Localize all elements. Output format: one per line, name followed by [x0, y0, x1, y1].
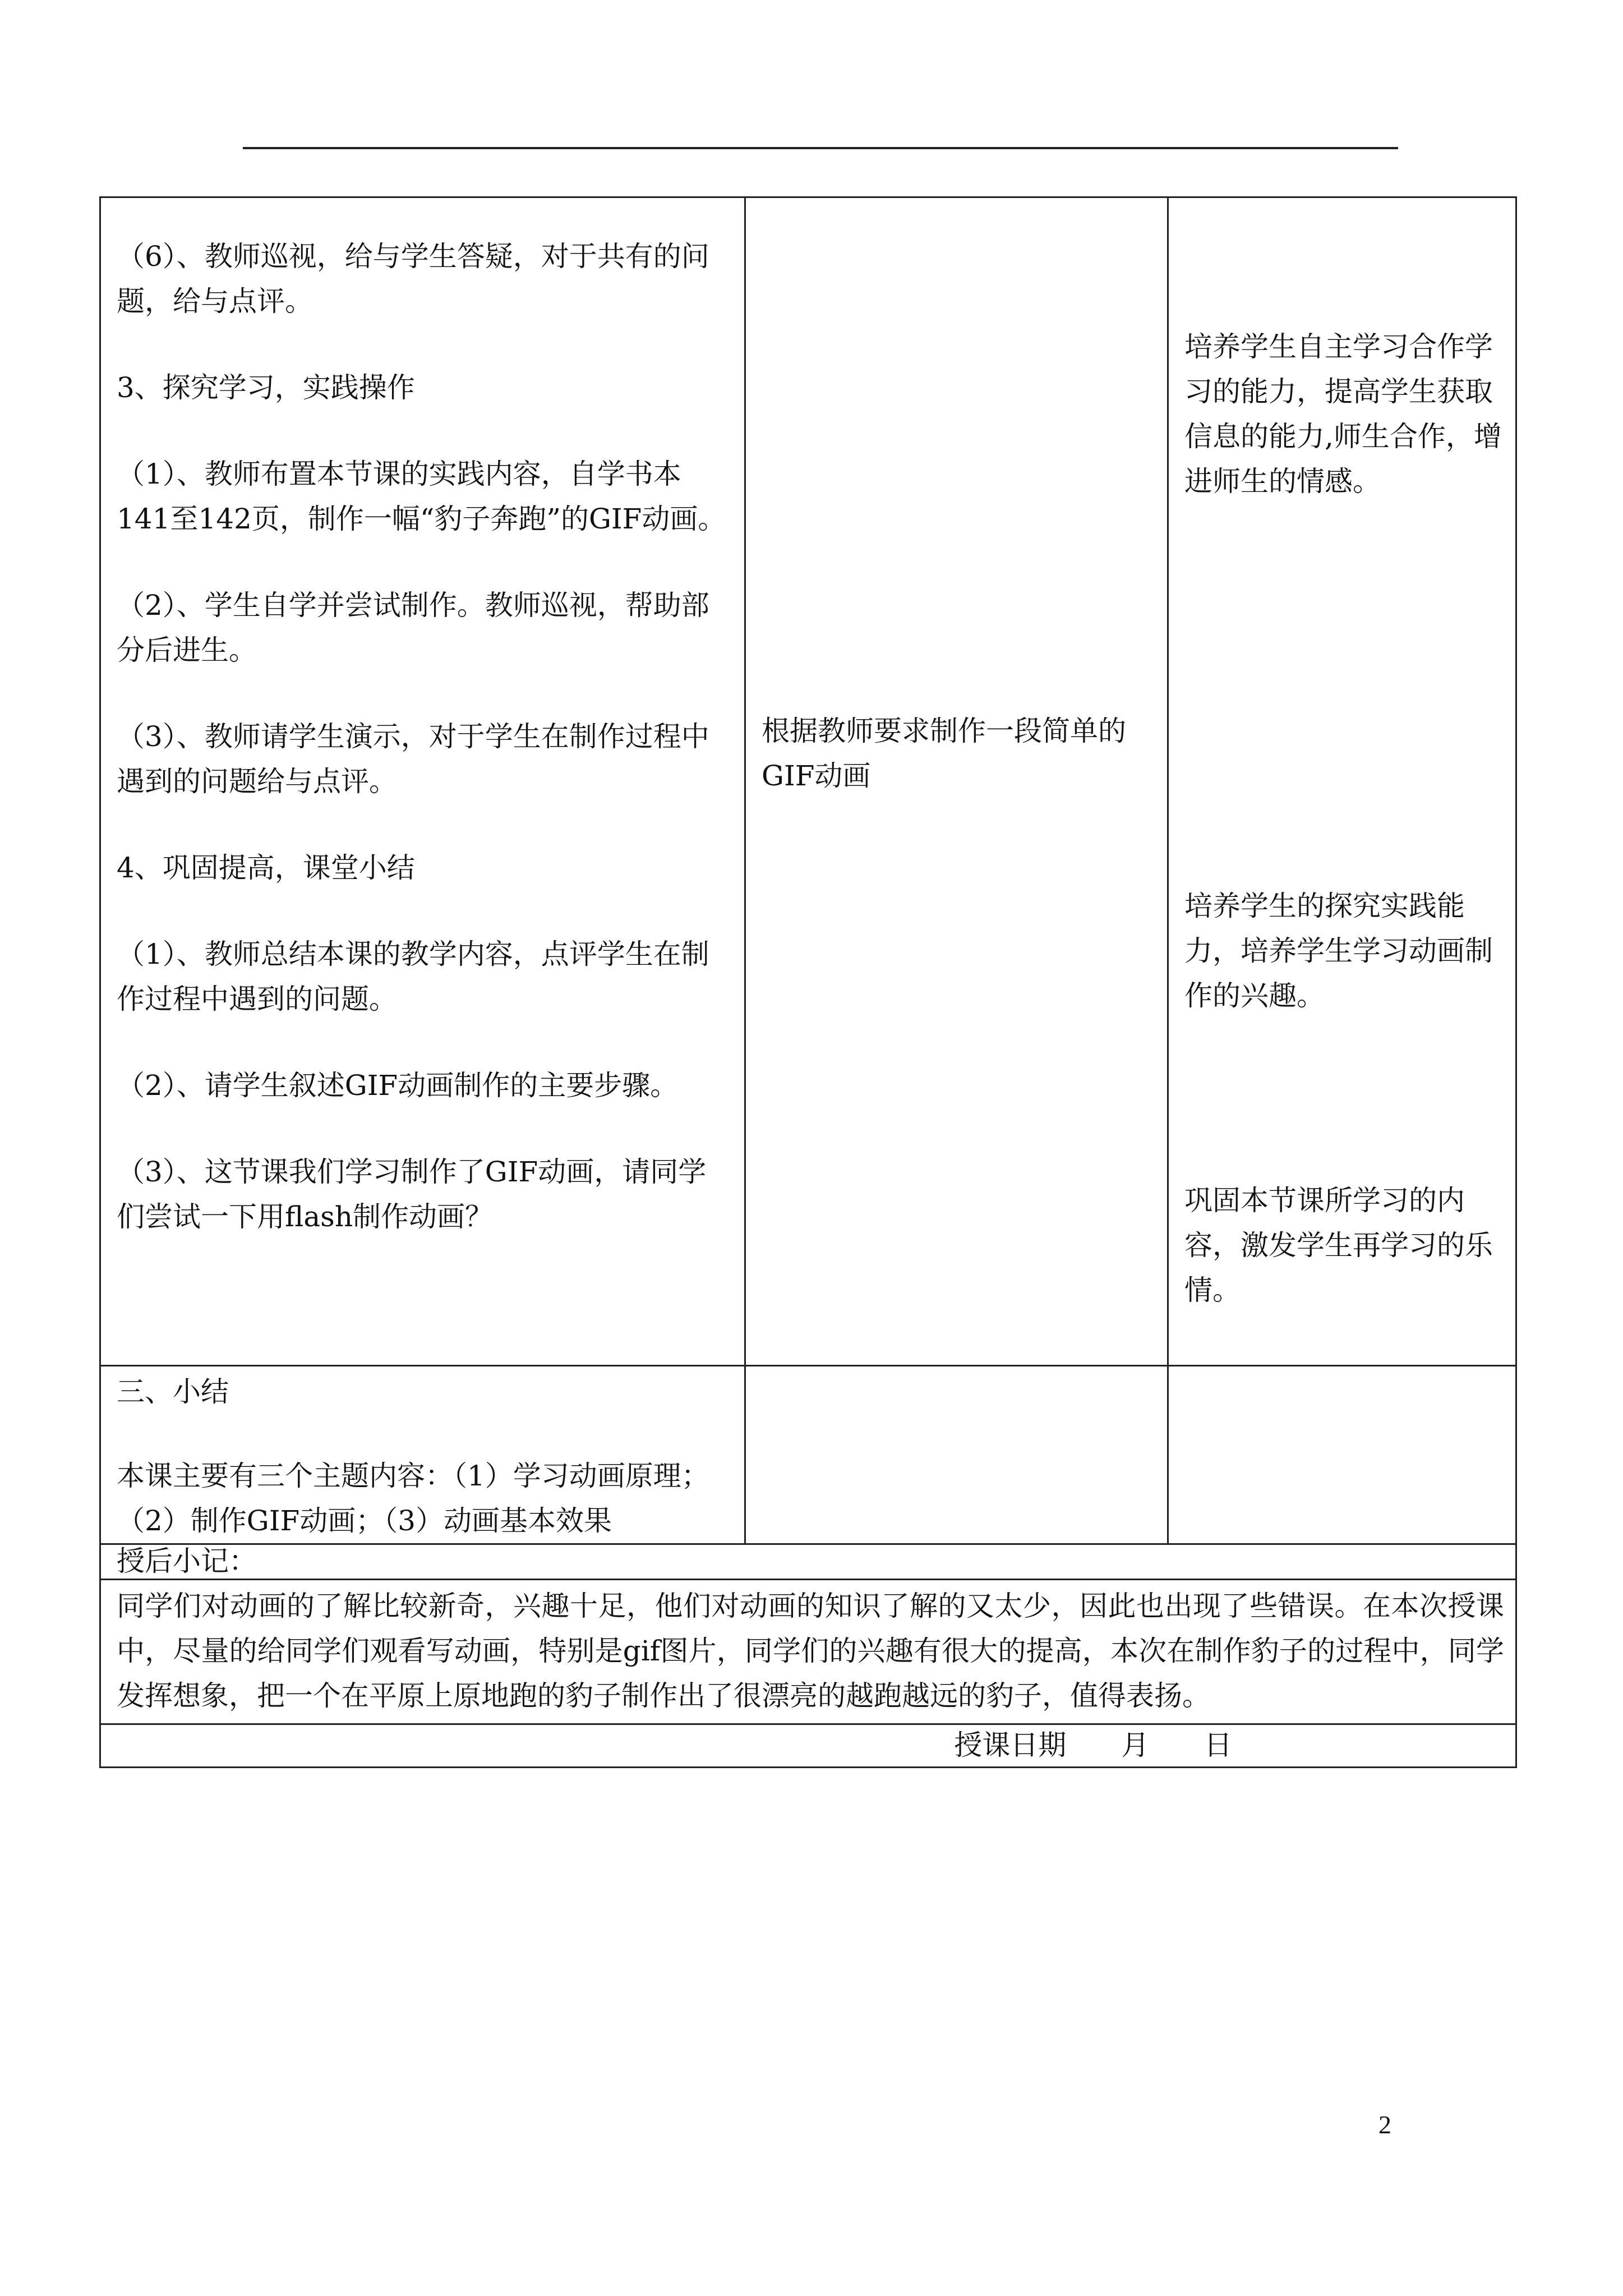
- notes-row: [100, 1580, 1516, 1724]
- summary-cell: [100, 1366, 745, 1544]
- paragraph: （1）、教师布置本节课的实践内容，自学书本141至142页，制作一幅“豹子奔跑”的GIF动画。: [117, 458, 726, 535]
- student-activity-text: 根据教师要求制作一段简单的GIF动画: [762, 715, 1126, 792]
- date-cell: [100, 1724, 1516, 1768]
- paragraph: （2）、学生自学并尝试制作。教师巡视，帮助部分后进生。: [117, 589, 709, 666]
- summary-row: [100, 1366, 1516, 1544]
- student-activity-cell: [745, 197, 1168, 1366]
- teaching-process-row: [100, 197, 1516, 1366]
- paragraph: （6）、教师巡视，给与学生答疑，对于共有的问题，给与点评。: [117, 240, 709, 318]
- date-label: 授课日期: [954, 1729, 1067, 1761]
- notes-cell: [100, 1580, 1516, 1724]
- paragraph: （2）、请学生叙述GIF动画制作的主要步骤。: [117, 1069, 679, 1102]
- paragraph: （3）、教师请学生演示，对于学生在制作过程中遇到的问题给与点评。: [117, 720, 709, 798]
- section-heading: 4、巩固提高，课堂小结: [117, 852, 415, 884]
- date-row: [100, 1724, 1516, 1768]
- notes-title: 授后小记：: [117, 1545, 257, 1577]
- date-month: 月: [1121, 1729, 1150, 1761]
- design-intent-cell: [1168, 197, 1516, 1366]
- notes-title-cell: [100, 1544, 1516, 1580]
- teacher-activity-cell: [100, 197, 745, 1366]
- design-intent-text: 培养学生的探究实践能力，培养学生学习动画制作的兴趣。: [1184, 890, 1493, 1012]
- notes-content: 同学们对动画的了解比较新奇，兴趣十足，他们对动画的知识了解的又太少，因此也出现了些错误。在本次授课中，尽量的给同学们观看写动画，特别是gif图片，同学们的兴趣有很大的提高，本次在制作豹子的过程中，同学发挥想象，把一个在平原上原地跑的豹子制作出了很漂亮的越跑越远的豹子，值得表扬。: [117, 1590, 1504, 1712]
- design-intent-text: 培养学生自主学习合作学习的能力，提高学生获取信息的能力,师生合作，增进师生的情感。: [1184, 330, 1502, 498]
- design-intent-text: 巩固本节课所学习的内容，激发学生再学习的乐情。: [1184, 1184, 1493, 1306]
- paragraph: （3）、这节课我们学习制作了GIF动画，请同学们尝试一下用flash制作动画？: [117, 1156, 707, 1233]
- empty-cell: [1168, 1366, 1516, 1544]
- empty-cell: [745, 1366, 1168, 1544]
- notes-title-row: [100, 1544, 1516, 1580]
- page-number: 2: [1378, 2110, 1391, 2139]
- header-rule: [243, 147, 1398, 149]
- date-day: 日: [1204, 1729, 1232, 1761]
- section-heading: 3、探究学习，实践操作: [117, 371, 415, 404]
- lesson-plan-table: [99, 196, 1517, 1768]
- summary-content: 本课主要有三个主题内容：（1）学习动画原理；（2）制作GIF动画；（3）动画基本效果: [117, 1460, 709, 1537]
- paragraph: （1）、教师总结本课的教学内容，点评学生在制作过程中遇到的问题。: [117, 938, 709, 1015]
- summary-title: 三、小结: [117, 1375, 229, 1408]
